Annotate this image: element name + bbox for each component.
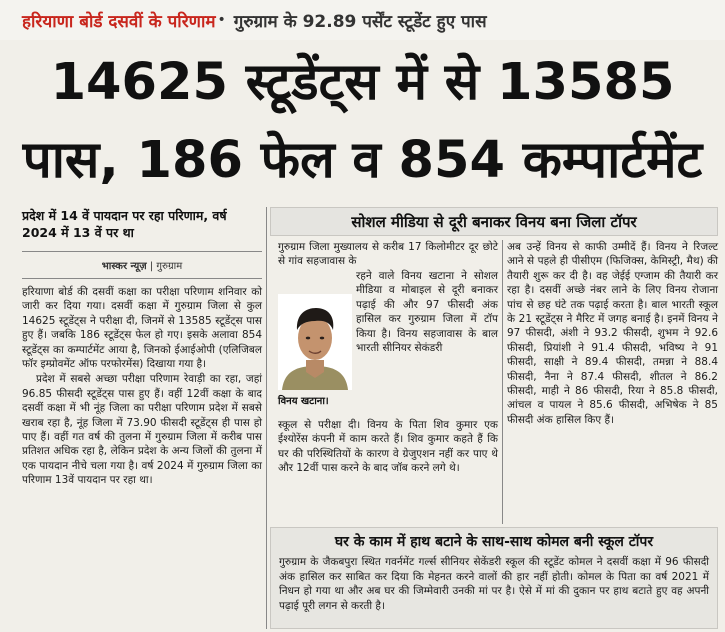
article-body [22,285,262,488]
strap-label: हरियाणा बोर्ड दसवीं के परिणाम [22,11,216,32]
student-portrait-icon [278,294,352,390]
byline-city: गुरुग्राम [156,261,183,272]
komal-title: घर के काम में हाथ बटाने के साथ-साथ कोमल बनी स्कूल टॉपर [334,534,654,550]
deck-divider [22,251,262,252]
byline-separator: | [146,261,157,272]
article-deck: प्रदेश में 14 वें पायदान पर रहा परिणाम, वर्ष 2024 में 13 वें पर था [22,208,227,240]
column-divider [266,207,267,629]
komal-text: गुरुग्राम के जैकबपुरा स्थित गवर्नमेंट गर्ल्स सीनियर सेकेंडरी स्कूल की स्टूडेंट कोमल ने दसवीं कक्षा में 96 फीसदी अंक हासिल कर साबित कर दिया कि मेहनत करने वालों की हार नहीं होती। कोमल के पिता का वर्ष 2021 में निधन हो गया था और अब घर की जिम्मेवारी उनकी मां पर है। ऐसे में मां की दुकान पर हाथ बटाते हुए वह अपनी पढ़ाई पूरी लगन से करती है। [279,556,709,612]
komal-box [270,527,718,629]
photo-caption: विनय खटाना। [278,396,329,407]
byline-divider [22,278,262,279]
article-paragraph-2: प्रदेश में सबसे अच्छा परीक्षा परिणाम रेवाड़ी का रहा, जहां 96.85 फीसदी स्टूडेंट्स पास हुए हैं। वहीं 12वीं कक्षा के बाद दसवीं कक्षा में भी नूंह जिला का परीक्षा परिणाम प्रदेश में सबसे खराब रहा है, नूंह जिला में 73.90 फीसदी स्टूडेंट्स ही पास हो पाए हैं। वहीं गत वर्ष की तुलना में गुरुग्राम जिला में करीब पास प्रतिशत अधिक रहा है, लेकिन प्रदेश के अन्य जिलों की तुलना में एक पायदान नीचे चला गया है। वर्ष 2024 में गुरुग्राम जिला का परिणाम 13वें पायदान पर रहा था। [22,373,262,487]
inner-column-divider [502,240,503,524]
headline-line-2: पास, 186 फेल व 854 कम्पार्टमेंट [22,131,703,190]
main-article [22,207,262,489]
topper-column-bottom: स्कूल से परीक्षा दी। विनय के पिता शिव कुमार एक ईश्योरेंस कंपनी में काम करते हैं। शिव कुमार कहते हैं कि घर की परिस्थितियों के कारण वे ग्रेजुएशन नहीं कर पाए थे और 12वीं पास करने के बाद जॉब करने लगे थे। [278,419,498,475]
topper-column-2: अब उन्हें विनय से काफी उम्मीदें हैं। विनय ने रिजल्ट आने से पहले ही पीसीएम (फिजिक्स, केमिस्ट्री, मैथ) की तैयारी शुरू कर दी है। वह जेईई एग्जाम की तैयारी कर रहा है। दसवीं अच्छे नंबर लाने के लिए विनय रोजाना पांच से छह घंटे तक पढ़ाई करता है। बाल भारती स्कूल के 21 स्टूडेंट्स ने मैरिट में जगह बनाई है। इनमें विनय ने 97 फीसदी, अंशी ने 93.2 फीसदी, शुभम ने 92.6 फीसदी, प्रियांशी ने 91.4 फीसदी, भविष्य ने 91 फीसदी, साक्षी ने 89.4 फीसदी, तमन्ना ने 88.4 फीसदी, नैना ने 87.4 फीसदी, शीतल ने 86.2 फीसदी, माही ने 86 फीसदी, रिया ने 85.8 फीसदी, आंचल व पायल ने 85.6 फीसदी, अभिषेक ने 85 फीसदी अंक हासिल किए हैं। [507,241,718,426]
topper-photo [278,294,352,390]
topper-column-right-of-photo: रहने वाले विनय खटाना ने सोशल मीडिया व मोबाइल से दूरी बनाकर पढ़ाई की और 97 फीसदी अंक हासिल कर गुरुग्राम जिला में टॉप किया है। विनय सहजावास के बाल भारती सीनियर सेकंडरी [356,270,498,355]
strap-dot: • [217,12,226,28]
strap-text: गुरुग्राम के 92.89 पर्सेंट स्टूडेंट हुए पास [233,11,487,32]
byline-source: भास्कर न्यूज़ [101,261,147,272]
article-paragraph-1: हरियाणा बोर्ड की दसवीं कक्षा का परीक्षा परिणाम शनिवार को जारी कर दिया गया। दसवीं कक्षा में गुरुग्राम जिला से कुल 14625 स्टूडेंट्स ने परीक्षा दी, जिनमें से 13585 स्टूडेंट्स पास हुए हैं। जबकि 186 स्टूडेंट्स फेल हो गए। इसके अलावा 854 स्टूडेंट्स का कम्पार्टमेंट आया है, जिनको ईआईओपी (एलिजिबल फॉर इम्प्रोवमेंट ऑफ परफोरमेंस) दिखाया गया है। [22,286,262,371]
headline-line-1: 14625 स्टूडेंट्स में से 13585 [50,53,675,112]
topper-intro: गुरुग्राम जिला मुख्यालय से करीब 17 किलोमीटर दूर छोटे से गांव सहजावास के [278,241,498,268]
top-strap [0,0,725,40]
topper-subhead: सोशल मीडिया से दूरी बनाकर विनय बना जिला टॉपर [270,207,718,236]
byline [22,258,262,272]
